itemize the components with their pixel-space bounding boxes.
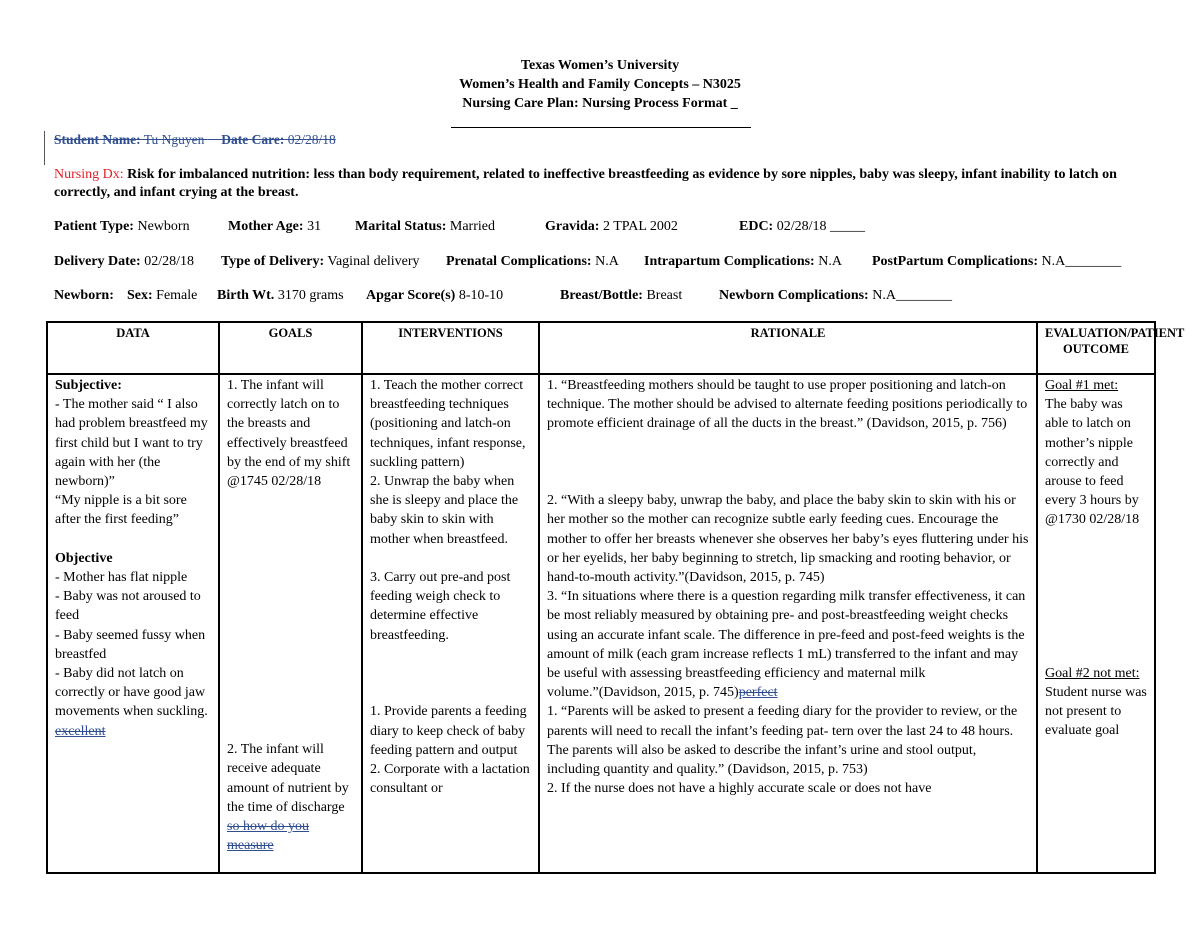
intervention-item: 2. Corporate with a lactation consultant or <box>370 762 530 797</box>
delivery-type: Type of Delivery: Vaginal delivery <box>221 254 420 269</box>
data-cell <box>47 374 219 873</box>
rationale-item: 1. “Breastfeeding mothers should be taught to use proper positioning and latch-on technique. The mother should be advised to alternate feeding positions periodically to promote efficient drainage of all the ducts in the breast.” (Davidson, 2015, p. 756) <box>547 378 1028 432</box>
delivery-date: Delivery Date: 02/28/18 <box>54 254 194 269</box>
apgar-score: Apgar Score(s) 8-10-10 <box>366 288 504 303</box>
rationale-item: 2. If the nurse does not have a highly accurate scale or does not have <box>547 781 932 797</box>
postpartum-complications: PostPartum Complications: N.A________ <box>872 254 1122 269</box>
intrapartum-complications: Intrapartum Complications: N.A <box>644 254 842 269</box>
breast-bottle: Breast/Bottle: Breast <box>560 288 683 303</box>
objective-item: - Baby did not latch on correctly or have good jaw movements when suckling. <box>55 666 208 720</box>
objective-item: - Baby seemed fussy when breastfed <box>55 627 206 662</box>
birth-weight: Birth Wt. 3170 grams <box>217 288 344 303</box>
intervention-item: 1. Teach the mother correct breastfeeding techniques (positioning and latch-on techniques, infant response, suckling pattern) <box>370 378 526 470</box>
prenatal-complications: Prenatal Complications: N.A <box>446 254 619 269</box>
intervention-item: 1. Provide parents a feeding diary to keep check of baby feeding pattern and output <box>370 704 527 758</box>
newborn-sex: Sex: Female <box>127 288 198 303</box>
student-name-value: Tu Nguyen <box>140 132 208 147</box>
course-title: Women’s Health and Family Concepts – N3025 <box>459 77 741 92</box>
care-plan-title: Nursing Care Plan: Nursing Process Format _ <box>462 96 738 111</box>
evaluation-cell <box>1037 374 1155 873</box>
objective-item: - Baby was not aroused to feed <box>55 589 201 624</box>
marital-status: Marital Status: Married <box>355 219 495 234</box>
rationale-item: 2. “With a sleepy baby, unwrap the baby, and place the baby skin to skin with his or her mother so the mother can recognize subtle early feeding cues. Encourage the mother to offer her breasts whenever she observes her baby’s eyes fluttering under his or her eyelids, her baby beginning to stretch, lip smacking and rooting behavior, or hand-to-mouth activity.”(Davidson, 2015, p. 745) <box>547 493 1029 586</box>
rationale-item: 3. “In situations where there is a question regarding milk transfer effectiveness, it can be most reliably measured by obtaining pre- and post-breastfeeding weight checks using an accurate infant scale. The difference in pre-feed and post-feed weights is the amount of milk (each gram increase reflects 1 mL) transferred to the infant and may be useful with assessing breastfeeding efficiency and maternal milk volume.”(Davidson, 2015, p. 745)perfect <box>547 589 1026 701</box>
intervention-item: 2. Unwrap the baby when she is sleepy and place the baby skin to skin with mother when breastfeed. <box>370 474 519 547</box>
reviewer-comment: so how do you measure <box>227 819 310 854</box>
gravida: Gravida: 2 TPAL 2002 <box>545 219 678 234</box>
reviewer-comment: excellent <box>55 723 106 739</box>
subjective-item: “My nipple is a bit sore after the first feeding” <box>55 493 187 528</box>
nursing-dx-text: Risk for imbalanced nutrition: less than body requirement, related to ineffective breastfeeding as evidence by sore nipples, baby was sleepy, infant inability to latch on correctly, and infant crying at the breast. <box>54 167 1117 200</box>
newborn-label: Newborn: <box>54 288 114 303</box>
revision-margin-bar <box>44 131 45 165</box>
table-row <box>47 374 1155 873</box>
header-evaluation: EVALUATION/PATIENT OUTCOME <box>1037 322 1155 374</box>
document-header <box>0 56 1200 113</box>
goals-cell <box>219 374 362 873</box>
goal1-evaluation-label: Goal #1 met: <box>1045 378 1119 393</box>
university-title: Texas Women’s University <box>520 58 680 73</box>
header-underline <box>451 127 751 128</box>
interventions-cell <box>362 374 539 873</box>
subjective-heading: Subjective: <box>55 378 122 393</box>
goal1-evaluation-text: The baby was able to latch on mother’s nipple correctly and arouse to feed every 3 hours by @1730 02/28/18 <box>1045 397 1140 528</box>
rationale-cell <box>539 374 1037 873</box>
patient-type: Patient Type: Newborn <box>54 219 190 234</box>
table-header-row <box>47 322 1155 374</box>
mother-age: Mother Age: 31 <box>228 219 322 234</box>
goal2-evaluation: Goal #2 not met: Student nurse was not present to evaluate goal <box>1045 665 1147 739</box>
reviewer-comment: perfect <box>738 685 778 701</box>
header-interventions: INTERVENTIONS <box>362 322 539 374</box>
objective-heading: Objective <box>55 550 113 566</box>
student-name-label: Student Name: <box>54 132 141 147</box>
student-info-line <box>54 132 336 148</box>
date-care-label: Date Care: <box>221 132 285 147</box>
header-rationale: RATIONALE <box>539 322 1037 374</box>
rationale-item: 1. “Parents will be asked to present a feeding diary for the provider to review, or the parents will need to recall the infant’s feeding pat- tern over the last 24 to 48 hours. The parents will also be asked to describe the infant’s urine and stool output, including quantity and quality.” (Davidson, 2015, p. 753) <box>547 704 1018 778</box>
care-plan-table <box>46 321 1185 874</box>
goal-item: 1. The infant will correctly latch on to the breasts and effectively breastfeed by the end of my shift @1745 02/28/18 <box>227 378 351 490</box>
nursing-diagnosis <box>54 166 1144 202</box>
goal-item: 2. The infant will receive adequate amount of nutrient by the time of discharge so how do you measure <box>227 742 349 854</box>
newborn-complications: Newborn Complications: N.A________ <box>719 288 952 303</box>
header-goals: GOALS <box>219 322 362 374</box>
nursing-dx-label: Nursing Dx: <box>54 167 124 182</box>
edc: EDC: 02/28/18 _____ <box>739 219 866 234</box>
subjective-item: - The mother said “ I also had problem breastfeed my first child but I want to try again with her (the newborn)” <box>55 397 208 490</box>
header-data: DATA <box>47 322 219 374</box>
date-care-value: 02/28/18 <box>284 132 336 147</box>
objective-item: - Mother has flat nipple <box>55 570 188 586</box>
intervention-item: 3. Carry out pre-and post feeding weigh check to determine effective breastfeeding. <box>370 570 511 643</box>
